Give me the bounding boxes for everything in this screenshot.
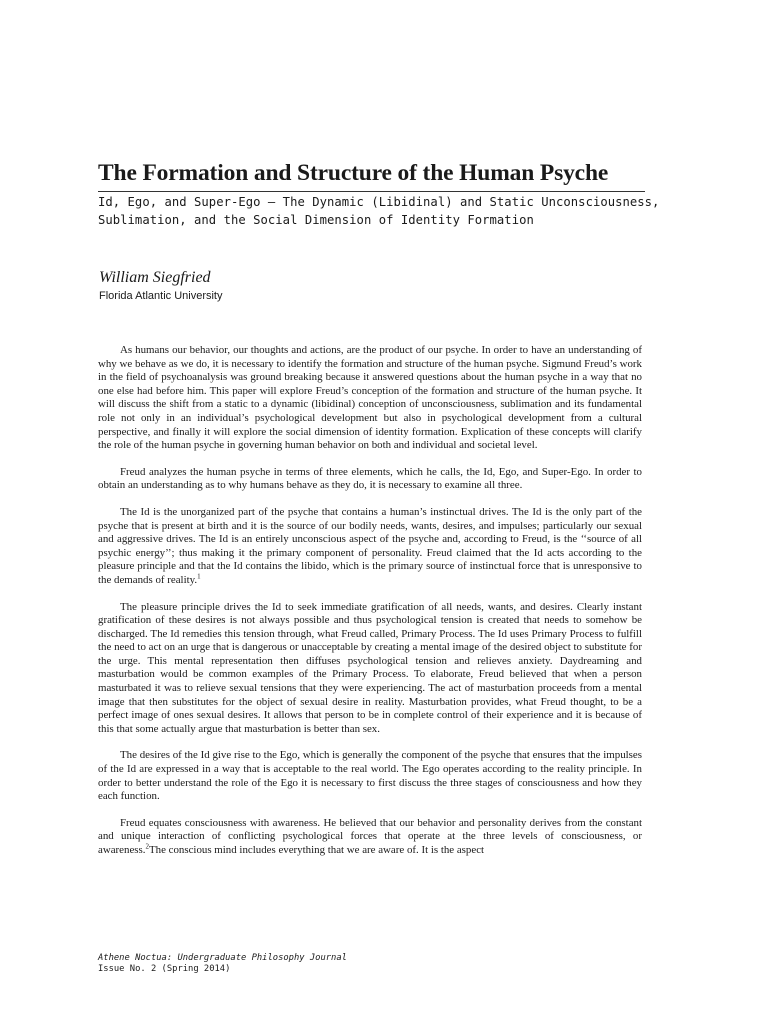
page-title: The Formation and Structure of the Human Psyche	[98, 160, 609, 186]
paragraph	[98, 749, 642, 803]
footnote-marker[interactable]: 2	[145, 842, 149, 851]
paragraph-text: The desires of the Id give rise to the Ego, which is generally the component of the psyche that ensures that the impulses of the Id are expressed in a way that is acceptable to the real world. The Ego operates according to the reality principle. In order to better understand the role of the Ego it is necessary to first discuss the three stages of consciousness and how they each function.	[98, 749, 642, 803]
paragraph-text: The conscious mind includes everything that we are aware of. It is the aspect	[148, 844, 485, 856]
subtitle-line: Id, Ego, and Super-Ego – The Dynamic (Libidinal) and Static Unconsciousness,	[98, 195, 660, 209]
paragraph	[98, 817, 642, 858]
paragraph-text: The Id is the unorganized part of the psyche that contains a human’s instinctual drives. The Id is the only part of the psyche that is present at birth and it is the source of our bodily needs, wants, desires, and impulses; particularly our sexual and aggressive drives. The Id is an entirely unconscious aspect of the psyche and, according to Freud, is the ‘‘source of all psychic energy’’; thus making it the primary component of personality. Freud claimed that the Id acts according to the pleasure principle and that the Id contains the libido, which is the primary source of instinctual force that is unresponsive to the demands of reality.	[98, 505, 642, 586]
paragraph-text: Freud analyzes the human psyche in terms of three elements, which he calls, the Id, Ego, and Super-Ego. In order to obtain an understanding as to why humans behave as they do, it is necessary to examine all three.	[98, 465, 642, 492]
subtitle	[98, 193, 658, 229]
paragraph	[98, 466, 642, 493]
body-text	[98, 344, 642, 871]
issue-info: Issue No. 2 (Spring 2014)	[98, 964, 231, 974]
author-name: William Siegfried	[99, 269, 211, 286]
paragraph-text: Freud equates consciousness with awareness. He believed that our behavior and personality derives from the constant and unique interaction of conflicting psychological forces that operate at the three levels of consciousness, or awareness.	[98, 816, 642, 856]
footnote-marker[interactable]: 1	[197, 572, 201, 581]
title-rule	[98, 191, 645, 192]
subtitle-line: Sublimation, and the Social Dimension of Identity Formation	[98, 213, 534, 227]
paragraph-text: As humans our behavior, our thoughts and actions, are the product of our psyche. In order to have an understanding of why we behave as we do, it is necessary to identify the formation and structure of the human psyche. Sigmund Freud’s work in the field of psychoanalysis was ground breaking because it answered questions about the human psyche in a way that no one else had before him. This paper will explore Freud’s conception of the formation and structure of the human psyche. It will discuss the shift from a static to a dynamic (libidinal) conception of unconsciousness, sublimation and its fundamental role not only in an individual’s psychological development but also in psychological development from a cultural perspective, and finally it will explore the social dimension of identity formation. Explication of these concepts will clarify the role of the human psyche in governing human behavior on both and individual and societal level.	[98, 344, 642, 452]
paragraph	[98, 506, 642, 588]
journal-name: Athene Noctua: Undergraduate Philosophy Journal	[98, 953, 347, 963]
author-affiliation: Florida Atlantic University	[99, 290, 223, 302]
paragraph	[98, 344, 642, 453]
page-footer	[98, 953, 347, 975]
paragraph-text: The pleasure principle drives the Id to seek immediate gratification of all needs, wants, and desires. Clearly instant gratification of these desires is not always possible and thus psychological tension is created that needs to somehow be discharged. The Id remedies this tension through, what Freud called, Primary Process. The Id uses Primary Process to fulfill the need to act on an urge that is dangerous or unacceptable by creating a mental image of the desired object to substitute for the urge. This mental representation then diffuses psychological tension and relieves anxiety. Daydreaming and masturbation would be common examples of the Primary Process. To elaborate, Freud believed that when a person masturbated it was to relieve sexual tensions that they were experiencing. The act of masturbation proceeds from a mental image that then substitutes for the object of sexual desire in reality. Masturbation provides, what Freud thought, to be a perfect image of ones sexual desires. It allows that person to be in complete control of their experience and it is because of this that some actually argue that masturbation is better than sex.	[98, 600, 642, 735]
paragraph	[98, 601, 642, 737]
